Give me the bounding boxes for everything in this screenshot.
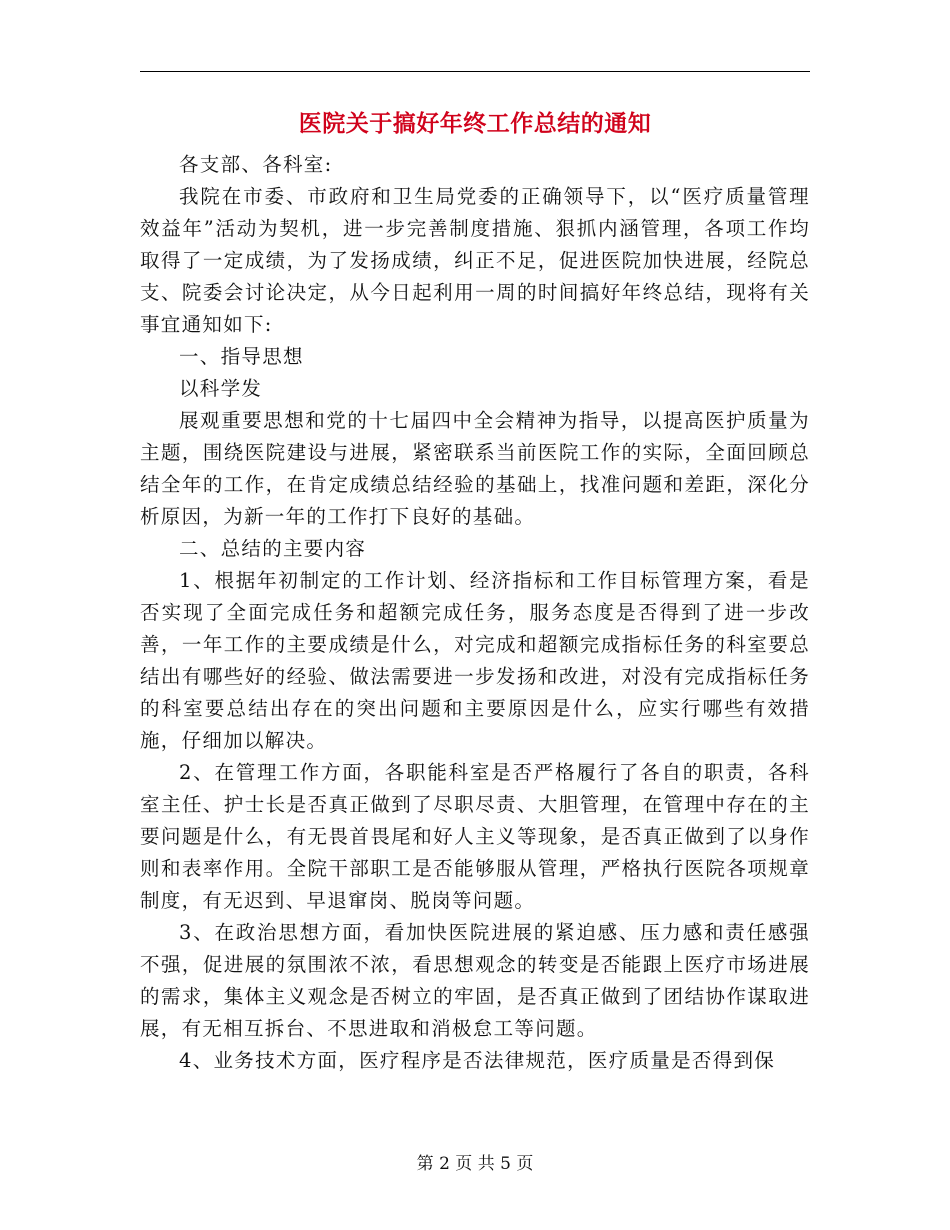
content-item-3: 3、在政治思想方面，看加快医院进展的紧迫感、压力感和责任感强不强，促进展的氛围浓不浓，看思想观念的转变是否能跟上医疗市场进展的需求，集体主义观念是否树立的牢固，是否真正做到了团结协作谋取进展，有无相互拆台、不思进取和消极怠工等问题。 (140, 921, 810, 1040)
section-heading-1: 一、指导思想 (179, 345, 304, 368)
content-item-2: 2、在管理工作方面，各职能科室是否严格履行了各自的职责，各科室主任、护士长是否真正做到了尽职尽责、大胆管理，在管理中存在的主要问题是什么，有无畏首畏尾和好人主义等现象，是否真正做到了以身作则和表率作用。全院干部职工是否能够服从管理，严格执行医院各项规章制度，有无迟到、早退窜岗、脱岗等问题。 (140, 761, 810, 912)
body-paragraph: 以科学发 (179, 377, 263, 400)
page-number: 第 2 页 共 5 页 (416, 1154, 534, 1174)
section-heading-2: 二、总结的主要内容 (179, 537, 367, 560)
intro-paragraph: 我院在市委、市政府和卫生局党委的正确领导下，以“医疗质量管理效益年”活动为契机，进一步完善制度措施、狠抓内涵管理，各项工作均取得了一定成绩，为了发扬成绩，纠正不足，促进医院加快进展，经院总支、院委会讨论决定，从今日起利用一周的时间搞好年终总结，现将有关事宜通知如下: (140, 185, 810, 336)
header-rule (140, 71, 810, 72)
salutation: 各支部、各科室: (179, 153, 333, 176)
document-body (140, 149, 810, 1077)
body-paragraph: 展观重要思想和党的十七届四中全会精神为指导，以提高医护质量为主题，围绕医院建设与进展，紧密联系当前医院工作的实际，全面回顾总结全年的工作，在肯定成绩总结经验的基础上，找准问题和差距，深化分析原因，为新一年的工作打下良好的基础。 (140, 409, 810, 528)
content-item-4: 4、业务技术方面，医疗程序是否法律规范，医疗质量是否得到保 (179, 1049, 776, 1072)
document-title: 医院关于搞好年终工作总结的通知 (298, 110, 652, 137)
content-item-1: 1、根据年初制定的工作计划、经济指标和工作目标管理方案，看是否实现了全面完成任务和超额完成任务，服务态度是否得到了进一步改善，一年工作的主要成绩是什么，对完成和超额完成指标任务的科室要总结出有哪些好的经验、做法需要进一步发扬和改进，对没有完成指标任务的科室要总结出存在的突出问题和主要原因是什么，应实行哪些有效措施，仔细加以解决。 (140, 569, 810, 752)
